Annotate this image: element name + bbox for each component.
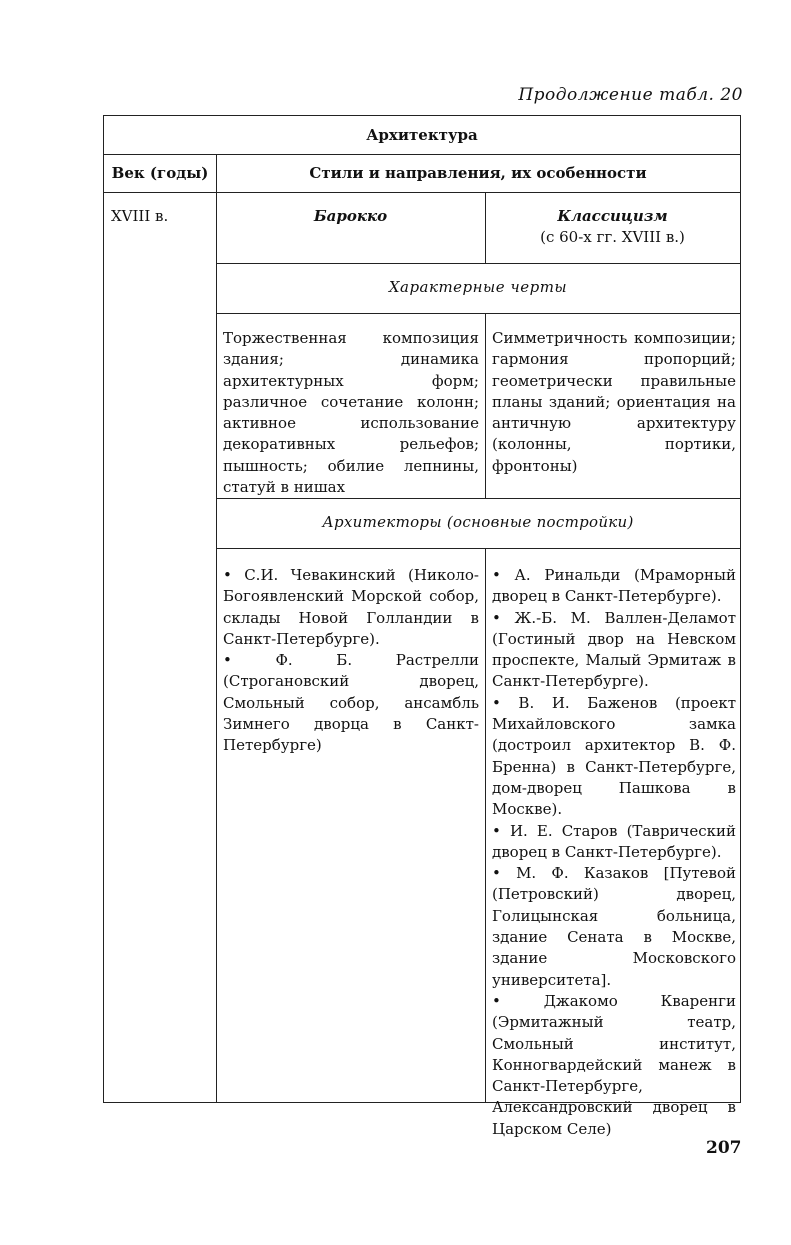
- row-divider: [216, 263, 740, 264]
- architecture-table: [103, 115, 741, 1138]
- section-title: Архитектура: [366, 126, 478, 144]
- header-century: Век (годы): [111, 164, 209, 182]
- baroque-title: Барокко: [313, 207, 388, 225]
- list-item: • Ж.-Б. М. Валлен-Деламот (Гостиный двор на Невском проспекте, Малый Эрмитаж в Санкт-Петербурге).: [492, 608, 736, 691]
- list-item: • А. Ринальди (Мраморный дворец в Санкт-Петербурге).: [492, 566, 736, 606]
- list-item: • В. И. Баженов (проект Михайловского замка (достроил архитектор В. Ф. Бренна) в Санкт-Петербурге, дом-дворец Пашкова в Москве).: [492, 693, 736, 819]
- baroque-architects: [223, 565, 479, 757]
- classicism-subtitle: (с 60-х гг. XVIII в.): [540, 228, 685, 247]
- baroque-features: Торжественная композиция здания; динамика архитектурных форм; различное сочетание колонн; активное использование декоративных рельефов; пышность; обилие лепнины, статуй в нишах: [223, 329, 479, 497]
- architects-label: Архитекторы (основные постройки): [322, 513, 634, 531]
- list-item: • С.И. Чевакинский (Николо-Богоявленский Морской собор, склады Новой Голландии в Санкт-Петербурге).: [223, 566, 479, 648]
- list-item: • Джакомо Кваренги (Эрмитажный театр, Смольный институт, Конногвардейский манеж в Санкт-Петербурге, Александровский дворец в Царском Селе): [492, 991, 736, 1138]
- classicism-heading: [485, 206, 740, 249]
- classicism-title: Классицизм: [557, 207, 668, 225]
- page-number: 207: [706, 1138, 742, 1158]
- list-item: • И. Е. Старов (Таврический дворец в Санкт-Петербурге).: [492, 821, 736, 861]
- century-label: XVIII в.: [111, 207, 169, 225]
- classicism-architects: [492, 565, 736, 1140]
- column-divider: [485, 548, 486, 1102]
- table-continuation-caption: Продолжение табл. 20: [518, 85, 743, 105]
- row-divider: [104, 154, 740, 155]
- list-item: • М. Ф. Казаков [Путевой (Петровский) дворец, Голицынская больница, здание Сената в Москве, здание Московского университета].: [492, 864, 736, 989]
- features-label: Характерные черты: [388, 278, 568, 296]
- classicism-features: Симметричность композиции; гармония пропорций; геометрически правильные планы зданий; ориентация на античную архитектуру (колонны, портики, фронтоны): [492, 329, 736, 475]
- row-divider: [216, 313, 740, 314]
- list-item: • Ф. Б. Растрелли (Строгановский дворец, Смольный собор, ансамбль Зимнего дворца в Санкт-Петербурге): [223, 651, 479, 755]
- column-divider: [485, 313, 486, 498]
- row-divider: [104, 192, 740, 193]
- header-styles: Стили и направления, их особенности: [309, 164, 647, 182]
- row-divider: [216, 548, 740, 549]
